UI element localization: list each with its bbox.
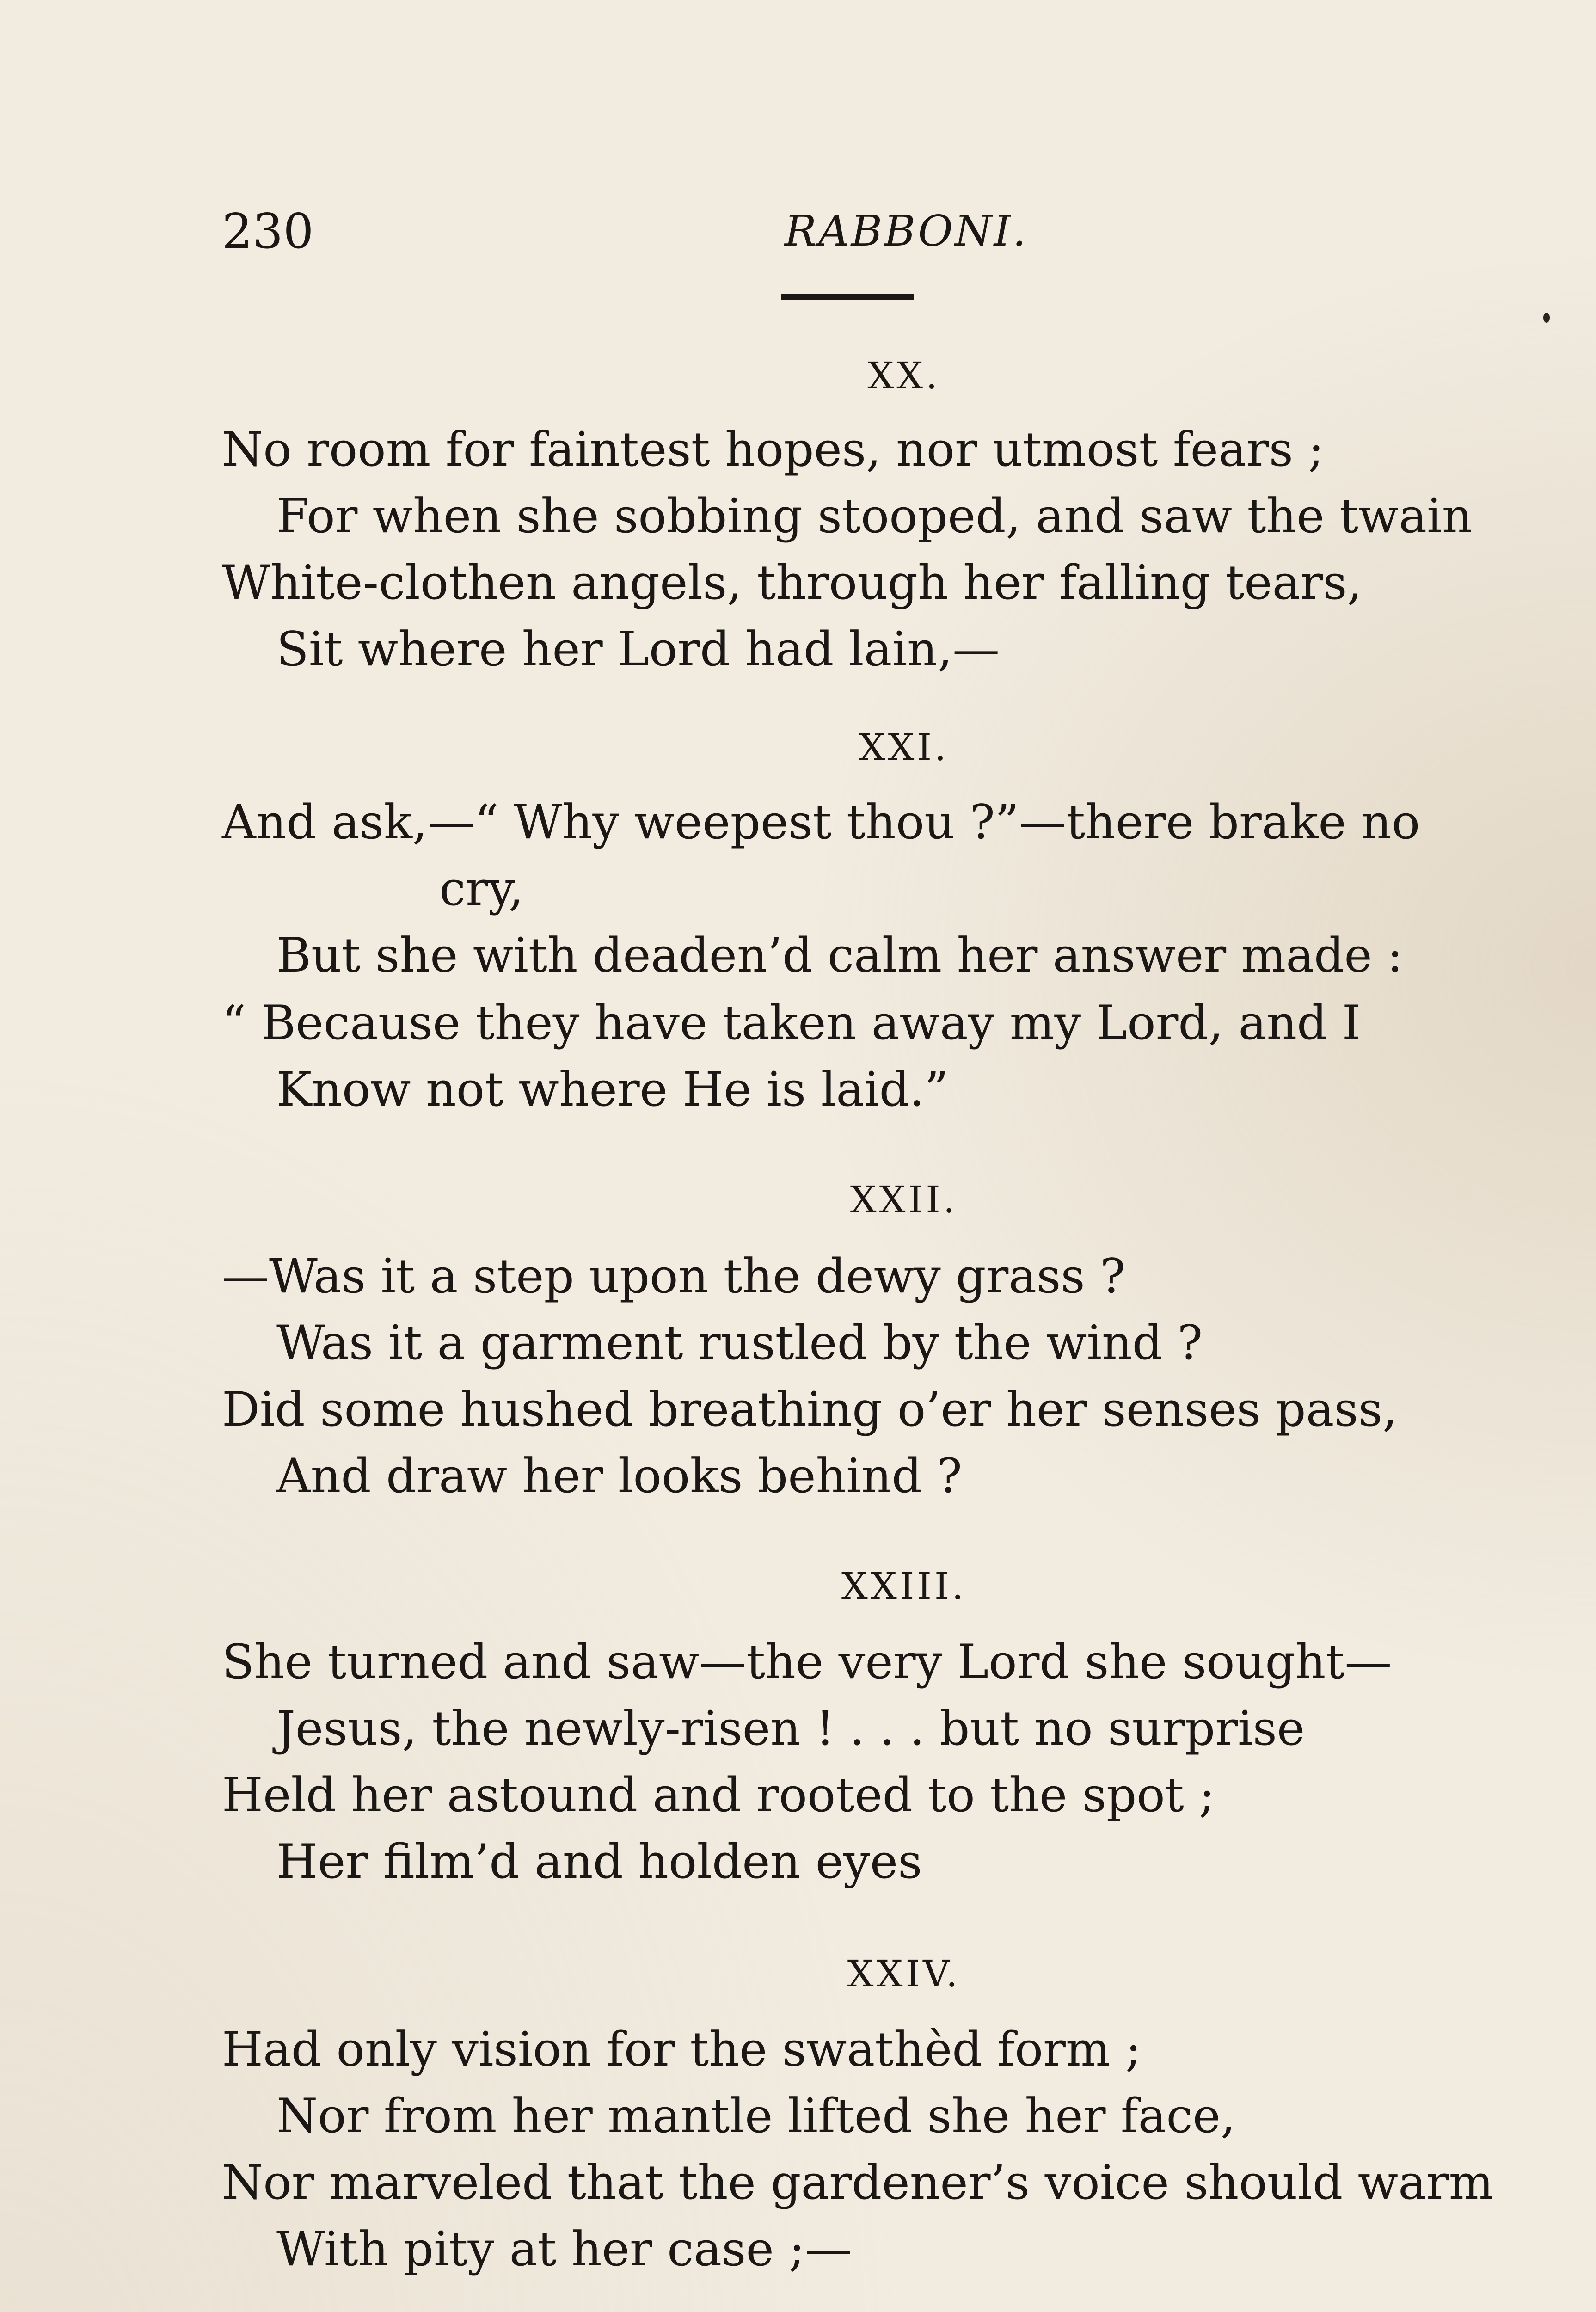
verse-line: And ask,—“ Why weepest thou ?”—there brake no xyxy=(222,795,1420,850)
verse-line: And draw her looks behind ? xyxy=(276,1449,962,1504)
stanza-number: XXIII. xyxy=(841,1565,967,1608)
verse-line: White-clothen angels, through her falling tears, xyxy=(222,555,1362,610)
verse-line: She turned and saw—the very Lord she sought— xyxy=(222,1635,1392,1690)
verse-line: Had only vision for the swathèd form ; xyxy=(222,2022,1142,2077)
stanza-number: XX. xyxy=(867,354,940,397)
verse-line: cry, xyxy=(439,861,524,916)
page-number: 230 xyxy=(222,203,314,259)
verse-line: “ Because they have taken away my Lord, and I xyxy=(222,996,1361,1051)
running-head xyxy=(222,203,1479,259)
verse-line: With pity at her case ;— xyxy=(276,2222,852,2277)
verse-line: Sit where her Lord had lain,— xyxy=(276,622,1000,677)
verse-line: Nor marveled that the gardener’s voice should warm xyxy=(222,2155,1494,2210)
verse-line: Jesus, the newly-risen ! . . . but no surprise xyxy=(276,1701,1305,1756)
verse-line: Did some hushed breathing o’er her senses pass, xyxy=(222,1382,1398,1437)
verse-line: Know not where He is laid.” xyxy=(276,1062,949,1117)
verse-line: —Was it a step upon the dewy grass ? xyxy=(222,1249,1125,1304)
verse-line: But she with deaden’d calm her answer made : xyxy=(276,928,1403,983)
verse-line: No room for faintest hopes, nor utmost fears ; xyxy=(222,422,1324,477)
stanza-number: XXIV. xyxy=(847,1952,961,1995)
stanza-number: XXI. xyxy=(859,726,949,769)
verse-line: Held her astound and rooted to the spot ; xyxy=(222,1768,1215,1823)
verse-line: For when she sobbing stooped, and saw the twain xyxy=(276,489,1473,544)
verse-line: Her film’d and holden eyes xyxy=(276,1834,922,1889)
header-rule xyxy=(781,294,914,300)
ink-speck xyxy=(1543,313,1550,323)
verse-line: Was it a garment rustled by the wind ? xyxy=(276,1316,1203,1371)
verse-line: Nor from her mantle lifted she her face, xyxy=(276,2089,1236,2144)
running-title: RABBONI. xyxy=(784,206,1028,256)
stanza-number: XXII. xyxy=(850,1178,958,1221)
